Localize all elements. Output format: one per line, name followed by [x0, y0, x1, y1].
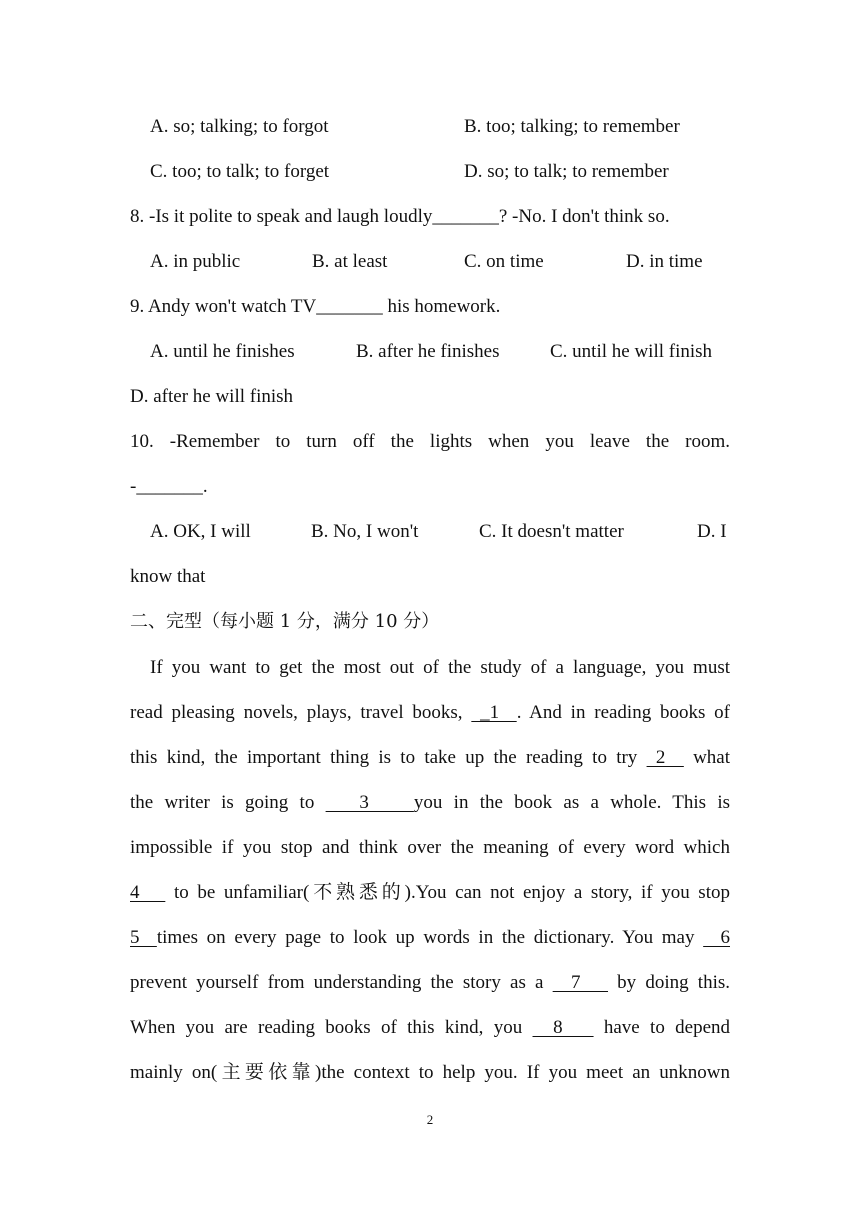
- passage-line-6: [130, 880, 730, 906]
- blank-6: 6: [703, 927, 730, 948]
- q10-option-a: A. OK, I will: [150, 521, 251, 542]
- passage-text: the writer is going to: [130, 792, 326, 813]
- q10-option-d: D. I: [697, 521, 727, 542]
- q9-option-b: B. after he finishes: [356, 341, 500, 362]
- q9-option-d: D. after he will finish: [130, 386, 294, 407]
- q10-question: 10. -Remember to turn off the lights when you leave the room.: [130, 431, 730, 452]
- blank-2: 2: [646, 747, 684, 768]
- passage-line-10: [130, 1060, 730, 1086]
- passage-text: read pleasing novels, plays, travel books,: [130, 702, 472, 723]
- blank-5: 5: [130, 927, 157, 948]
- passage-line-1: [150, 655, 730, 681]
- q10-option-c: C. It doesn't matter: [479, 521, 624, 542]
- q7-option-a: A. so; talking; to forgot: [150, 116, 329, 137]
- q9-option-c: C. until he will finish: [550, 341, 713, 362]
- blank-7: 7: [552, 972, 609, 993]
- passage-text: impossible if you stop and think over the meaning of every word which: [130, 837, 730, 858]
- passage-text: . And in reading books of: [516, 702, 730, 723]
- q7-option-d: D. so; to talk; to remember: [464, 161, 669, 182]
- passage-text: If you want to get the most out of the study of a language, you must: [150, 657, 730, 678]
- passage-text: times on every page to look up words in the dictionary. You may: [156, 927, 704, 948]
- passage-line-4: [130, 790, 730, 816]
- q7-option-c: C. too; to talk; to forget: [150, 161, 330, 182]
- q9-option-a: A. until he finishes: [150, 341, 295, 362]
- q9-question: 9. Andy won't watch TV_______ his homework.: [130, 296, 501, 317]
- passage-text: When you are reading books of this kind, you: [130, 1017, 533, 1038]
- q8-option-d: D. in time: [626, 251, 703, 272]
- q7-option-b: B. too; talking; to remember: [464, 116, 680, 137]
- q10-option-b: B. No, I won't: [311, 521, 419, 542]
- passage-line-8: [130, 970, 730, 996]
- passage-text: this kind, the important thing is to take up the reading to try: [130, 747, 647, 768]
- passage-line-9: [130, 1015, 730, 1041]
- q8-option-a: A. in public: [150, 251, 241, 272]
- passage-line-7: [130, 925, 730, 951]
- blank-8: 8: [532, 1017, 594, 1038]
- passage-text: prevent yourself from understanding the story as a: [130, 972, 553, 993]
- passage-line-5: [130, 835, 730, 861]
- passage-text: you in the book as a whole. This is: [413, 792, 731, 813]
- passage-line-3: [130, 745, 730, 771]
- passage-text: to be unfamiliar(不熟悉的).You can not enjoy a story, if you stop: [165, 882, 730, 903]
- passage-text: have to depend: [593, 1017, 731, 1038]
- q10-question-answer-blank: -_______.: [130, 476, 208, 497]
- q10-option-d-continued: know that: [130, 566, 206, 587]
- q8-question: 8. -Is it polite to speak and laugh loudly_______? -No. I don't think so.: [130, 206, 670, 227]
- passage-line-2: [130, 700, 730, 726]
- blank-3: 3: [325, 792, 414, 813]
- passage-text: mainly on(主要依靠)the context to help you. If you meet an unknown: [130, 1062, 730, 1083]
- q8-option-b: B. at least: [312, 251, 388, 272]
- blank-1: _1: [471, 702, 517, 723]
- page-number: 2: [426, 1112, 434, 1127]
- blank-4: 4: [130, 882, 166, 903]
- passage-text: what: [683, 747, 731, 768]
- passage-text: by doing this.: [608, 972, 731, 993]
- q8-option-c: C. on time: [464, 251, 544, 272]
- section-heading: 二、完型（每小题 1 分，满分 10 分）: [130, 611, 440, 632]
